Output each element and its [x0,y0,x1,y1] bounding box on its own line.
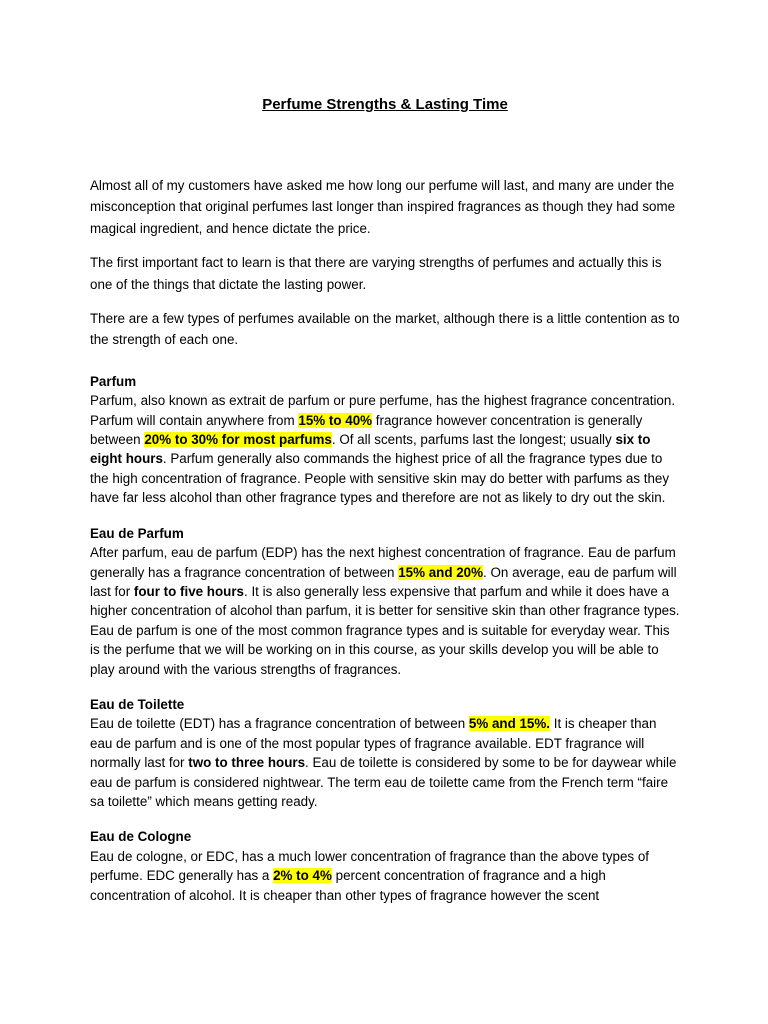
body-text: percent concentration of fragrance and a high concentration of alcohol. It is cheaper than other types of fragrance however the scent [90,868,606,903]
section-body-eau-de-cologne [90,847,680,905]
body-text: fragrance however concentration is generally between [90,412,643,448]
body-text: Eau de cologne, or EDC, has a much lower concentration of fragrance than the above types of perfume. EDC generally has a [90,848,650,884]
body-text: . On average, eau de parfum will last for [90,564,677,599]
section-heading-eau-de-parfum: Eau de Parfum [90,525,184,541]
bold-duration: two to three hours [188,755,306,771]
body-text: After parfum, eau de parfum (EDP) has the next highest concentration of fragrance. Eau de parfum generally has a fragrance concentration of between [90,545,676,580]
highlighted-range: 15% to 40% [298,412,373,428]
section-heading-eau-de-cologne: Eau de Cologne [90,829,192,845]
body-text: . Parfum generally also commands the highest price of all the fragrance types due to the high concentration of fragrance. People with sensitive skin may do better with parfums as they have far less alcohol than other fragrance types and therefore are not as likely to dry out the skin. [90,451,670,506]
body-text: It is cheaper than eau de parfum and is one of the most popular types of fragrance available. EDT fragrance will normally last for [90,716,657,771]
highlighted-range: 20% to 30% for most parfums [144,432,332,448]
body-text: Parfum, also known as extrait de parfum or pure perfume, has the highest fragrance concentration. Parfum will contain anywhere from [90,393,676,428]
section-eau-de-cologne [90,827,680,905]
document-title: Perfume Strengths & Lasting Time [262,96,508,113]
intro-paragraph-1: Almost all of my customers have asked me how long our perfume will last, and many are under the misconception that original perfumes last longer than inspired fragrances as though they had some magical ingredient, and hence dictate the price. [90,178,676,236]
section-eau-de-parfum [90,524,680,679]
document-page [90,92,680,921]
section-parfum [90,372,680,508]
body-text: Eau de toilette (EDT) has a fragrance concentration of between [90,716,469,732]
highlighted-range: 2% to 4% [273,868,332,884]
bold-duration: four to five hours [133,583,245,599]
highlighted-range: 15% and 20% [398,564,484,580]
section-body-parfum [90,391,680,507]
intro-paragraph-2: The first important fact to learn is that there are varying strengths of perfumes and actually this is one of the things that dictate the lasting power. [90,255,662,292]
intro-paragraph-3: There are a few types of perfumes available on the market, although there is a little contention as to the strength of each one. [90,311,680,348]
body-text: . It is also generally less expensive that parfum and while it does have a higher concentration of alcohol than parfum, it is better for sensitive skin than other fragrance types. Eau de parfum is one of the most common fragrance types and is suitable for everyday wear. This is the perfume that we will be working on in this course, as your skills develop you will be able to play around with the various strengths of fragrances. [90,583,680,677]
section-body-eau-de-parfum [90,543,680,679]
section-body-eau-de-toilette [90,714,680,811]
body-text: . Eau de toilette is considered by some to be for daywear while eau de parfum is considered nightwear. The term eau de toilette came from the French term “faire sa toilette” which means getting ready. [90,755,677,809]
section-heading-eau-de-toilette: Eau de Toilette [90,696,185,712]
section-heading-parfum: Parfum [90,373,137,389]
section-eau-de-toilette [90,695,680,811]
bold-duration: six to eight hours [90,432,651,467]
body-text: . Of all scents, parfums last the longest; usually [331,432,616,448]
highlighted-range: 5% and 15%. [468,716,550,732]
